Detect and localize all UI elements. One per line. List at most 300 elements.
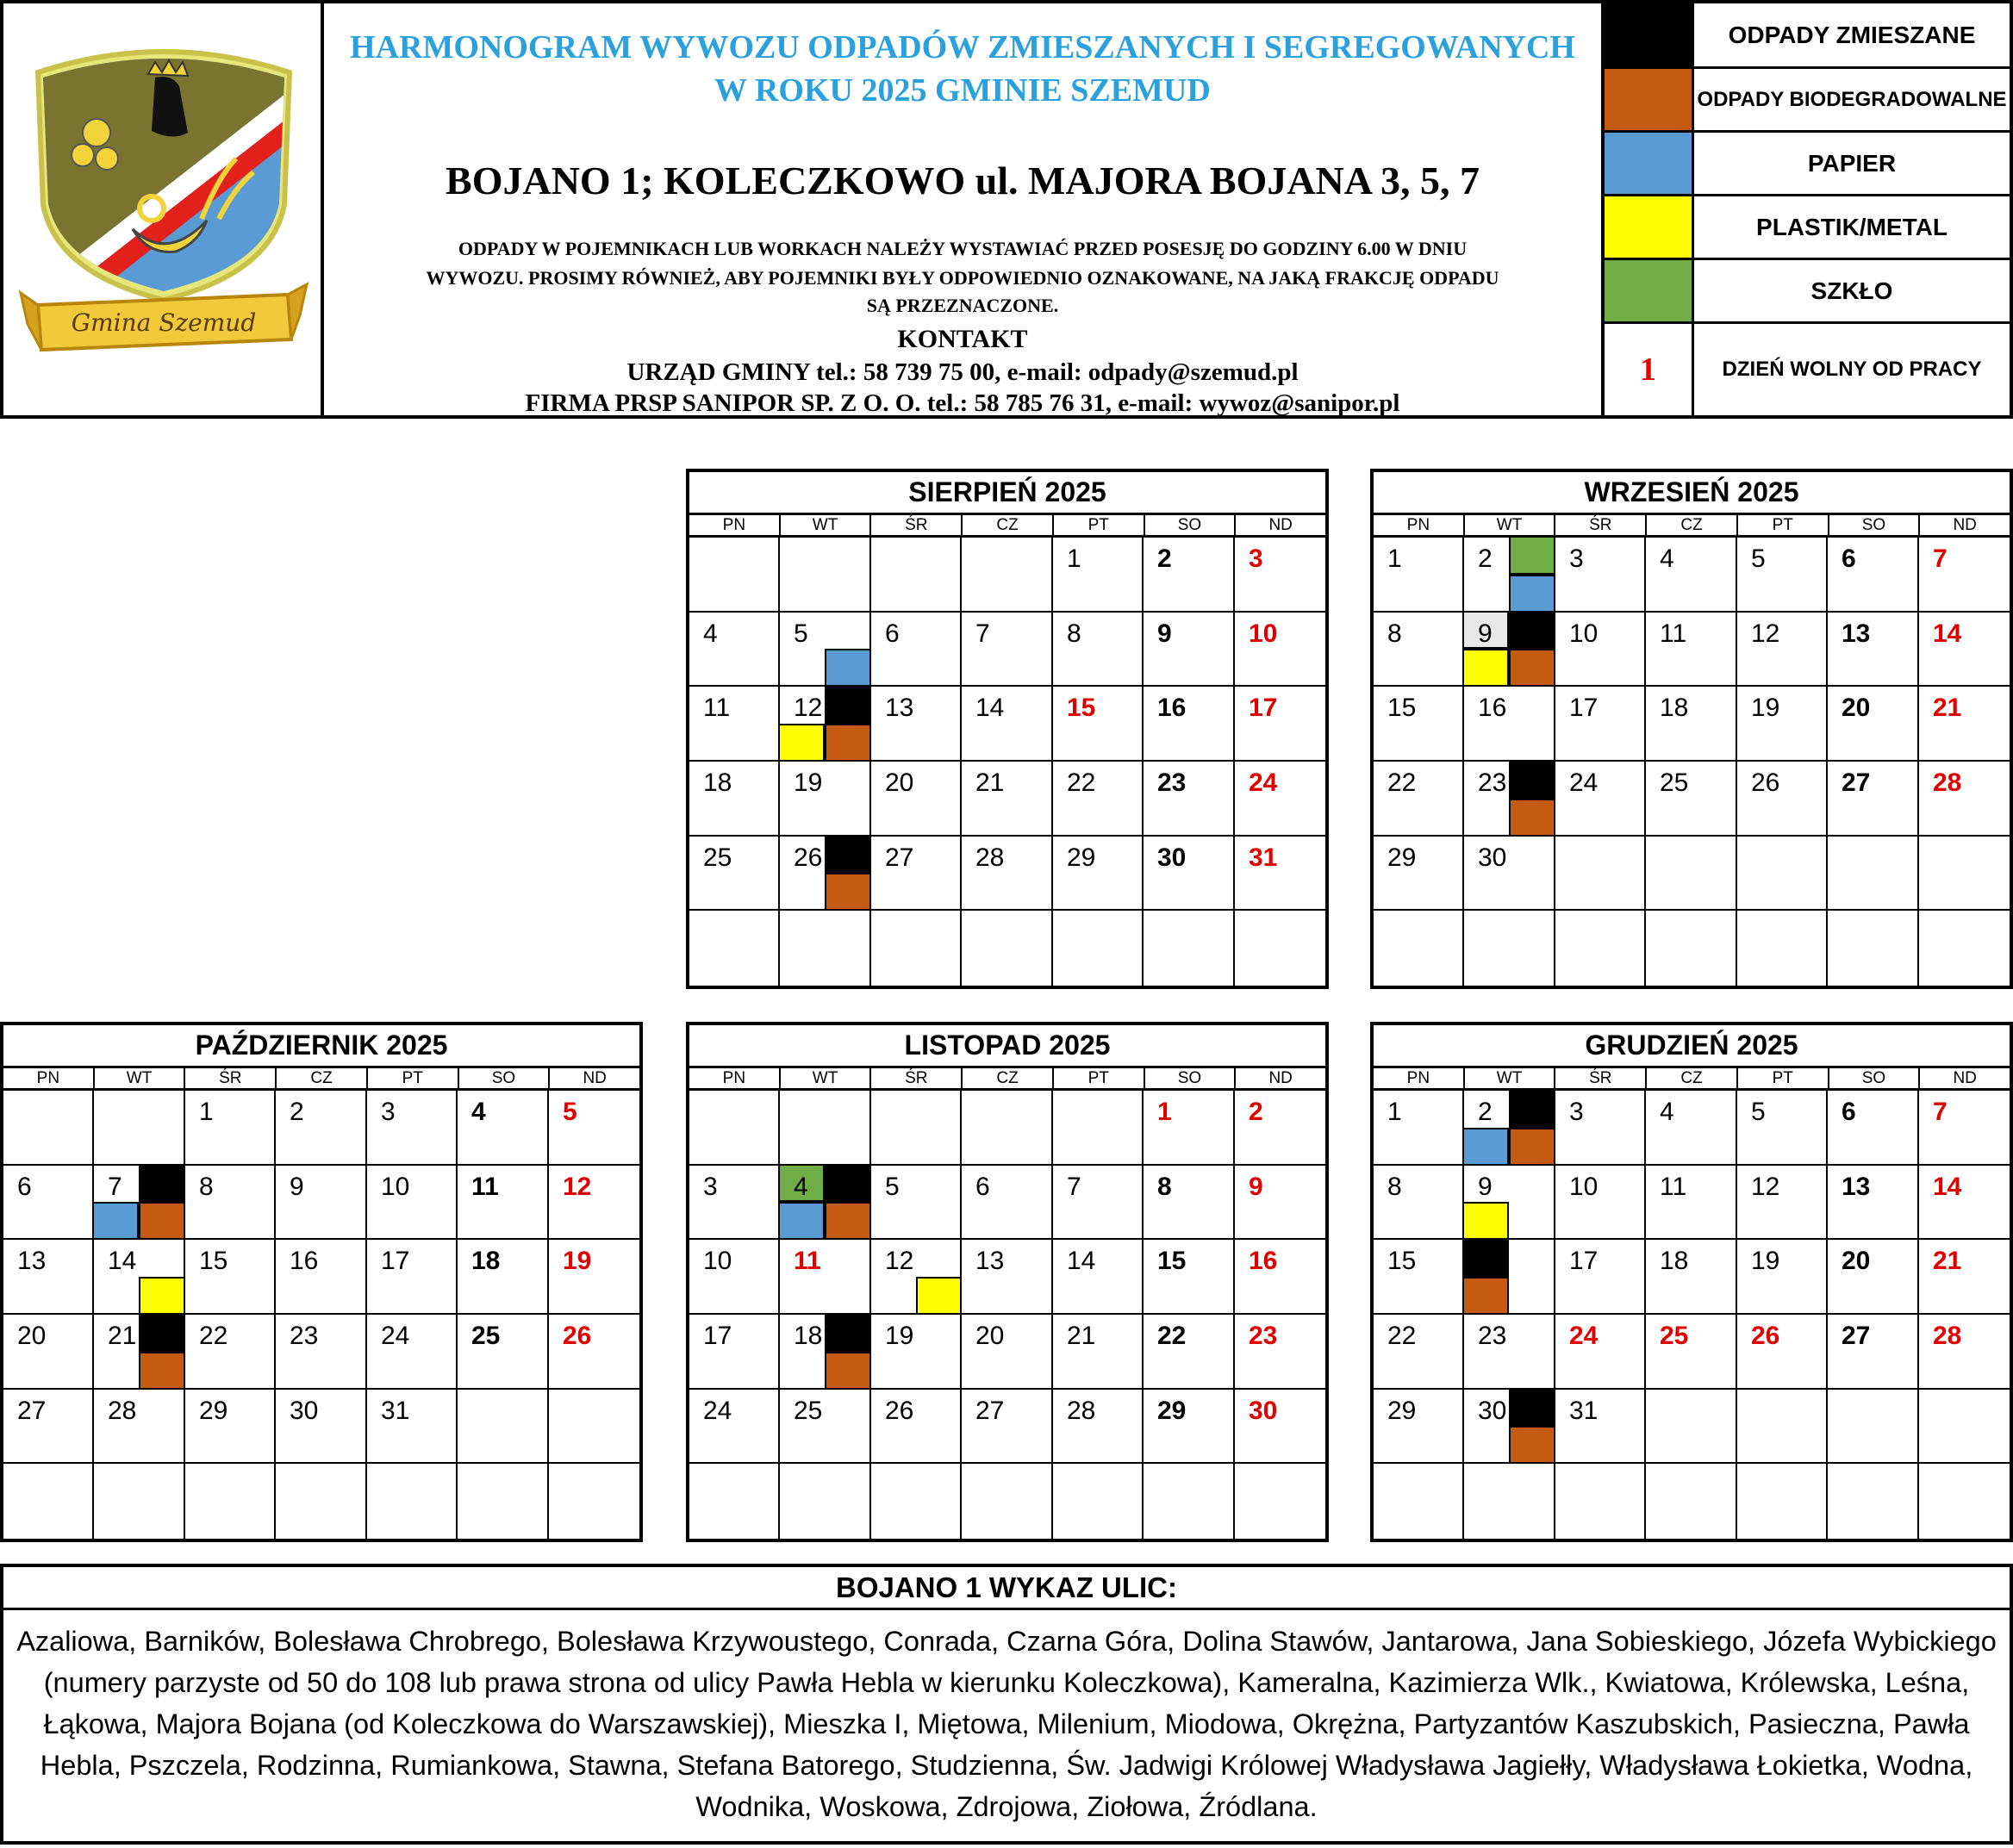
day-cell <box>458 1464 549 1539</box>
day-cell <box>1737 762 1828 837</box>
pickup-marker-bio <box>825 873 869 909</box>
day-number: 13 <box>975 1247 1005 1275</box>
day-cell <box>1828 1166 1919 1240</box>
day-number: 20 <box>975 1322 1005 1350</box>
day-cell <box>871 911 962 986</box>
day-cell <box>1919 687 2010 762</box>
day-number: 29 <box>1387 1397 1417 1425</box>
day-cell <box>1828 613 1919 687</box>
day-number: 29 <box>1387 843 1417 872</box>
weekday-label: SO <box>1145 515 1237 535</box>
day-cell <box>1919 613 2010 687</box>
day-number: 18 <box>1660 1247 1689 1275</box>
day-number: 30 <box>1478 1397 1507 1425</box>
day-number: 11 <box>1660 619 1687 648</box>
pickup-marker-mixed <box>825 1315 869 1352</box>
day-cell <box>1374 1315 1464 1390</box>
day-cell <box>549 1166 639 1240</box>
pickup-marker-glass <box>1509 538 1554 575</box>
title-line-2: W ROKU 2025 GMINIE SZEMUD <box>714 72 1211 109</box>
day-number: 10 <box>1569 619 1599 648</box>
weekday-label: PT <box>1738 515 1829 535</box>
weekday-label: PN <box>1374 515 1465 535</box>
calendar-august <box>686 469 1329 989</box>
header <box>0 0 2013 419</box>
day-number: 22 <box>1387 768 1417 797</box>
weekday-label: ND <box>1268 1069 1293 1087</box>
day-cell <box>1235 837 1325 911</box>
day-cell <box>1374 538 1464 613</box>
day-cell <box>1144 538 1235 613</box>
day-cell <box>1053 538 1144 613</box>
day-number: 9 <box>1478 1173 1493 1201</box>
day-cell <box>1646 1315 1737 1390</box>
day-cell <box>1053 762 1144 837</box>
calendar-grid <box>3 1091 639 1539</box>
pickup-marker-bio <box>1509 799 1554 836</box>
day-number: 25 <box>1660 1322 1689 1350</box>
day-cell <box>458 1240 549 1315</box>
day-number: 17 <box>381 1247 410 1275</box>
calendar-october <box>0 1022 643 1542</box>
day-cell <box>1919 1315 2010 1390</box>
day-cell <box>1464 1166 1555 1240</box>
legend-plastic <box>1605 196 2010 260</box>
pickup-marker-bio <box>1509 1128 1554 1165</box>
logo-cell <box>3 3 324 415</box>
day-cell <box>1555 1315 1646 1390</box>
pickup-marker-bio <box>139 1352 184 1389</box>
day-number: 24 <box>381 1322 410 1350</box>
day-number: 22 <box>1387 1322 1417 1350</box>
day-cell <box>689 1091 780 1166</box>
day-cell <box>1737 1166 1828 1240</box>
day-cell <box>276 1166 367 1240</box>
weekday-label: CZ <box>963 1068 1054 1088</box>
day-cell <box>689 1315 780 1390</box>
day-cell <box>1646 762 1737 837</box>
day-number: 26 <box>885 1397 914 1425</box>
day-cell <box>276 1390 367 1464</box>
day-number: 8 <box>1387 619 1402 648</box>
day-cell <box>871 1166 962 1240</box>
day-cell <box>1374 687 1464 762</box>
day-number: 25 <box>703 843 732 872</box>
day-number: 29 <box>1157 1397 1187 1425</box>
day-number: 8 <box>199 1173 214 1201</box>
day-number: 20 <box>1842 694 1871 722</box>
day-number: 17 <box>703 1322 732 1350</box>
legend-swatch-glass <box>1605 260 1694 321</box>
day-number: 30 <box>290 1397 319 1425</box>
day-number: 7 <box>975 619 990 648</box>
day-cell <box>962 1464 1053 1539</box>
day-number: 30 <box>1478 843 1507 872</box>
weekday-label: CZ <box>1647 1068 1738 1088</box>
day-number: 2 <box>290 1098 304 1126</box>
pickup-marker-mixed <box>139 1315 184 1352</box>
day-number: 14 <box>975 694 1005 722</box>
day-number: 13 <box>1842 619 1871 648</box>
day-cell <box>1053 1240 1144 1315</box>
day-cell <box>1235 538 1325 613</box>
day-cell <box>185 1240 276 1315</box>
day-cell <box>1555 1166 1646 1240</box>
day-cell <box>549 1390 639 1464</box>
day-cell <box>1374 837 1464 911</box>
day-cell <box>780 1464 871 1539</box>
weekday-label: PT <box>368 1068 459 1088</box>
day-number: 1 <box>1387 1098 1402 1126</box>
day-number: 26 <box>563 1322 592 1350</box>
day-cell <box>1235 1091 1325 1166</box>
day-cell <box>1555 1240 1646 1315</box>
weekday-label: SO <box>459 1068 551 1088</box>
weekday-label: ND <box>583 1069 607 1087</box>
day-cell <box>1235 1390 1325 1464</box>
day-cell <box>962 1166 1053 1240</box>
day-cell <box>1235 613 1325 687</box>
day-number: 16 <box>1157 694 1187 722</box>
day-cell <box>367 1464 458 1539</box>
day-number: 13 <box>17 1247 47 1275</box>
day-cell <box>1144 687 1235 762</box>
day-cell <box>871 1390 962 1464</box>
day-cell <box>780 1240 871 1315</box>
weekday-label: ND <box>1953 1069 1977 1087</box>
day-cell <box>780 1091 871 1166</box>
day-cell <box>1374 1464 1464 1539</box>
day-cell <box>367 1390 458 1464</box>
pickup-marker-mixed <box>1509 1091 1554 1128</box>
day-number: 20 <box>885 768 914 797</box>
day-number: 12 <box>1751 619 1780 648</box>
day-cell <box>871 613 962 687</box>
day-cell <box>1464 837 1555 911</box>
calendar-grid <box>689 1091 1325 1539</box>
day-number: 18 <box>794 1322 823 1350</box>
day-number: 3 <box>1569 1098 1584 1126</box>
day-number: 15 <box>1387 694 1417 722</box>
day-number: 2 <box>1478 544 1493 573</box>
day-cell <box>871 837 962 911</box>
day-number: 24 <box>703 1397 732 1425</box>
day-number: 5 <box>794 619 808 648</box>
weekday-header <box>689 515 1325 538</box>
pickup-marker-mixed <box>825 687 869 724</box>
calendar-december <box>1370 1022 2013 1542</box>
pickup-marker-plastic <box>139 1277 184 1314</box>
pickup-marker-mixed <box>1509 762 1554 799</box>
day-cell <box>962 837 1053 911</box>
day-cell <box>1144 1390 1235 1464</box>
day-number: 23 <box>1157 768 1187 797</box>
day-cell <box>1646 1166 1737 1240</box>
day-number: 31 <box>381 1397 410 1425</box>
day-cell <box>1053 911 1144 986</box>
day-cell <box>962 1091 1053 1166</box>
day-cell <box>780 613 871 687</box>
day-cell <box>962 1390 1053 1464</box>
day-number: 12 <box>794 694 823 722</box>
day-number: 26 <box>1751 768 1780 797</box>
day-number: 10 <box>1249 619 1278 648</box>
day-number: 18 <box>1660 694 1689 722</box>
weekday-header <box>1374 1068 2010 1091</box>
day-cell <box>1737 1240 1828 1315</box>
legend-label-plastic: PLASTIK/METAL <box>1756 213 1948 240</box>
day-cell <box>367 1166 458 1240</box>
day-number: 7 <box>1933 1098 1948 1126</box>
day-cell <box>1144 1166 1235 1240</box>
weekday-label: ŚR <box>1555 515 1647 535</box>
day-cell <box>780 837 871 911</box>
day-cell <box>1737 687 1828 762</box>
day-number: 1 <box>1387 544 1402 573</box>
day-cell <box>3 1166 94 1240</box>
day-cell <box>1828 911 1919 986</box>
calendar-title: LISTOPAD 2025 <box>689 1025 1325 1068</box>
weekday-label: SO <box>1829 515 1921 535</box>
calendar-title: PAŹDZIERNIK 2025 <box>3 1025 639 1068</box>
day-cell <box>1235 1240 1325 1315</box>
day-cell <box>1374 1166 1464 1240</box>
day-cell <box>1374 613 1464 687</box>
note-line-3: SĄ PRZEZNACZONE. <box>866 295 1059 316</box>
day-cell <box>1555 837 1646 911</box>
day-cell <box>689 1166 780 1240</box>
day-number: 1 <box>1157 1098 1172 1126</box>
day-cell <box>1235 911 1325 986</box>
day-cell <box>1464 1390 1555 1464</box>
weekday-header <box>3 1068 639 1091</box>
day-cell <box>1235 1166 1325 1240</box>
legend-holiday <box>1605 324 2010 415</box>
pickup-marker-bio <box>825 1202 869 1238</box>
day-cell <box>1464 762 1555 837</box>
day-number: 18 <box>703 768 732 797</box>
day-number: 31 <box>1249 843 1278 872</box>
day-number: 12 <box>1751 1173 1780 1201</box>
day-cell <box>367 1240 458 1315</box>
day-cell <box>276 1464 367 1539</box>
pickup-marker-plastic <box>1464 1202 1509 1238</box>
day-number: 28 <box>1933 768 1962 797</box>
day-cell <box>1144 1464 1235 1539</box>
weekday-label: ŚR <box>871 515 963 535</box>
day-cell <box>1919 1091 2010 1166</box>
title-line-1: HARMONOGRAM WYWOZU ODPADÓW ZMIESZANYCH I SEGREGOWANYCH <box>350 29 1575 65</box>
day-number: 8 <box>1067 619 1081 648</box>
pickup-marker-bio <box>1464 1277 1509 1314</box>
day-cell <box>1464 613 1555 687</box>
day-cell <box>962 1240 1053 1315</box>
day-cell <box>1555 762 1646 837</box>
day-cell <box>1555 1390 1646 1464</box>
day-cell <box>962 687 1053 762</box>
pickup-marker-plastic <box>780 724 825 761</box>
day-cell <box>1053 837 1144 911</box>
day-cell <box>1737 837 1828 911</box>
day-cell <box>276 1315 367 1390</box>
day-number: 21 <box>108 1322 137 1350</box>
calendar-title: GRUDZIEŃ 2025 <box>1374 1025 2010 1068</box>
legend-swatch-paper <box>1605 133 1694 194</box>
contact-line-1: URZĄD GMINY tel.: 58 739 75 00, e-mail: odpady@szemud.pl <box>626 358 1299 386</box>
day-number: 23 <box>1478 768 1507 797</box>
day-number: 6 <box>1842 544 1856 573</box>
day-number: 30 <box>1249 1397 1278 1425</box>
day-number: 14 <box>1067 1247 1096 1275</box>
day-cell <box>1919 762 2010 837</box>
day-number: 21 <box>975 768 1005 797</box>
day-cell <box>871 1315 962 1390</box>
weekday-label: ŚR <box>185 1068 277 1088</box>
day-cell <box>1555 613 1646 687</box>
day-number: 11 <box>471 1173 499 1201</box>
day-number: 20 <box>1842 1247 1871 1275</box>
day-cell <box>1144 911 1235 986</box>
day-cell <box>1235 762 1325 837</box>
weekday-label: WT <box>1465 1068 1556 1088</box>
note-line-1: ODPADY W POJEMNIKACH LUB WORKACH NALEŻY WYSTAWIAĆ PRZED POSESJĘ DO GODZINY 6.00 W DNIU <box>458 238 1468 259</box>
weekday-label: PT <box>1054 1068 1145 1088</box>
day-cell <box>1374 1240 1464 1315</box>
day-number: 27 <box>975 1397 1005 1425</box>
day-cell <box>458 1091 549 1166</box>
day-cell <box>780 1166 871 1240</box>
day-cell <box>367 1315 458 1390</box>
legend-glass <box>1605 260 2010 324</box>
day-cell <box>871 1464 962 1539</box>
day-number: 6 <box>1842 1098 1856 1126</box>
day-cell <box>962 1315 1053 1390</box>
day-number: 16 <box>290 1247 319 1275</box>
weekday-header <box>689 1068 1325 1091</box>
day-cell <box>780 1315 871 1390</box>
day-number: 16 <box>1478 694 1507 722</box>
day-number: 19 <box>563 1247 592 1275</box>
day-number: 13 <box>885 694 914 722</box>
day-number: 17 <box>1569 1247 1599 1275</box>
day-cell <box>1555 538 1646 613</box>
day-number: 29 <box>1067 843 1096 872</box>
day-cell <box>458 1390 549 1464</box>
day-number: 28 <box>975 843 1005 872</box>
weekday-label: PN <box>689 1068 781 1088</box>
day-cell <box>1235 1464 1325 1539</box>
day-number: 15 <box>1067 694 1096 722</box>
day-cell <box>962 762 1053 837</box>
day-number: 3 <box>1569 544 1584 573</box>
day-cell <box>94 1240 185 1315</box>
day-cell <box>1828 1390 1919 1464</box>
day-number: 26 <box>1751 1322 1780 1350</box>
calendar-title: WRZESIEŃ 2025 <box>1374 472 2010 515</box>
day-number: 25 <box>794 1397 823 1425</box>
day-number: 6 <box>975 1173 990 1201</box>
day-cell <box>3 1390 94 1464</box>
day-cell <box>689 538 780 613</box>
pickup-marker-mixed <box>825 837 869 873</box>
pickup-marker-paper <box>825 649 869 685</box>
day-cell <box>1555 1091 1646 1166</box>
weekday-label: PN <box>1374 1068 1465 1088</box>
day-cell <box>1053 613 1144 687</box>
day-number: 27 <box>885 843 914 872</box>
pickup-marker-bio <box>139 1202 184 1238</box>
day-cell <box>94 1390 185 1464</box>
day-cell <box>1053 1166 1144 1240</box>
calendar-grid <box>1374 1091 2010 1539</box>
day-cell <box>185 1315 276 1390</box>
weekday-label: WT <box>1465 515 1556 535</box>
day-cell <box>1646 837 1737 911</box>
day-number: 5 <box>1751 1098 1766 1126</box>
weekday-label: SO <box>1145 1068 1237 1088</box>
day-number: 2 <box>1249 1098 1263 1126</box>
legend-label-holiday: DZIEŃ WOLNY OD PRACY <box>1722 358 1982 381</box>
day-number: 9 <box>1478 619 1493 648</box>
day-number: 15 <box>1157 1247 1187 1275</box>
day-cell <box>1374 762 1464 837</box>
day-number: 11 <box>1660 1173 1687 1201</box>
day-number: 22 <box>199 1322 228 1350</box>
weekday-header <box>1374 515 2010 538</box>
day-number: 7 <box>1933 544 1948 573</box>
day-number: 17 <box>1569 694 1599 722</box>
day-cell <box>549 1464 639 1539</box>
legend-swatch-plastic <box>1605 196 1694 258</box>
day-number: 2 <box>1157 544 1172 573</box>
weekday-label: WT <box>95 1068 186 1088</box>
day-cell <box>1737 538 1828 613</box>
day-number: 19 <box>1751 1247 1780 1275</box>
pickup-marker-mixed <box>1509 1390 1554 1426</box>
pickup-marker-bio <box>1509 649 1554 685</box>
day-cell <box>1144 613 1235 687</box>
day-cell <box>3 1315 94 1390</box>
day-number: 12 <box>885 1247 914 1275</box>
day-number: 6 <box>885 619 900 648</box>
day-cell <box>871 1240 962 1315</box>
weekday-label: ŚR <box>1555 1068 1647 1088</box>
day-number: 16 <box>1249 1247 1278 1275</box>
day-cell <box>94 1464 185 1539</box>
day-cell <box>1464 911 1555 986</box>
day-number: 21 <box>1933 694 1962 722</box>
day-cell <box>780 1390 871 1464</box>
day-number: 19 <box>885 1322 914 1350</box>
day-cell <box>1737 1464 1828 1539</box>
day-number: 27 <box>1842 1322 1871 1350</box>
day-cell <box>1374 1091 1464 1166</box>
day-cell <box>1235 687 1325 762</box>
calendar-november <box>686 1022 1329 1542</box>
day-cell <box>1919 911 2010 986</box>
day-cell <box>1464 1091 1555 1166</box>
legend-swatch-mixed <box>1605 3 1694 66</box>
weekday-label: CZ <box>277 1068 368 1088</box>
day-cell <box>3 1240 94 1315</box>
day-number: 13 <box>1842 1173 1871 1201</box>
day-cell <box>780 687 871 762</box>
day-number: 17 <box>1249 694 1278 722</box>
day-cell <box>1374 1390 1464 1464</box>
day-cell <box>1053 1390 1144 1464</box>
legend-label-mixed: ODPADY ZMIESZANE <box>1728 21 1976 48</box>
day-number: 23 <box>1478 1322 1507 1350</box>
